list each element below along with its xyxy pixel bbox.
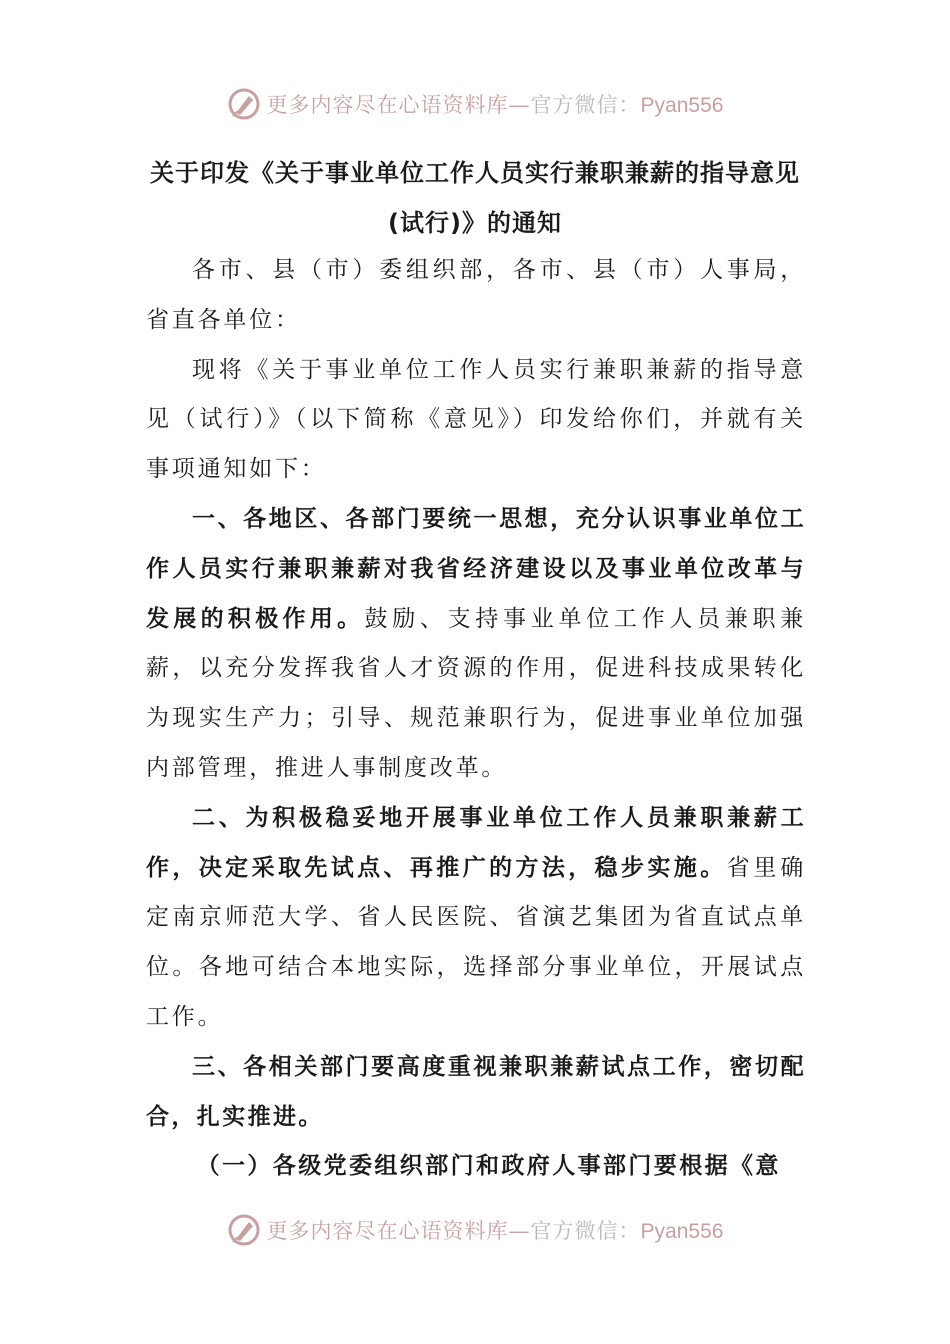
- section-2-text: 省里确定南京师范大学、省人民医院、省演艺集团为省直试点单位。各地可结合本地实际，选择部分事业单位，开展试点工作。: [146, 854, 806, 1030]
- subsection-1: [146, 1142, 806, 1192]
- section-3-heading: 三、各相关部门要高度重视兼职兼薪试点工作，密切配合，扎实推进。: [146, 1053, 806, 1130]
- watermark-text: [267, 1215, 724, 1245]
- pen-nib-circle-icon: [227, 87, 261, 121]
- section-1-text: 鼓励、支持事业单位工作人员兼职兼薪，以充分发挥我省人才资源的作用，促进科技成果转化为现实生产力；引导、规范兼职行为，促进事业单位加强内部管理，推进人事制度改革。: [146, 605, 806, 781]
- section-2-heading: 二、为积极稳妥地开展事业单位工作人员兼职兼薪工作，决定采取先试点、再推广的方法，稳步实施。: [146, 804, 806, 881]
- section-1-heading: 一、各地区、各部门要统一思想，充分认识事业单位工作人员实行兼职兼薪对我省经济建设以及事业单位改革与发展的积极作用。: [146, 505, 806, 632]
- subsection-1-heading: （一）各级党委组织部门和政府人事部门要根据《意: [196, 1153, 781, 1180]
- watermark-wechat-label: 官方微信：: [530, 1219, 641, 1243]
- salutation: 各市、县（市）委组织部，各市、县（市）人事局，省直各单位：: [146, 257, 806, 333]
- section-3: [146, 1043, 806, 1143]
- watermark-banner-top: [0, 82, 950, 126]
- watermark-wechat-id: Pyan556: [640, 94, 724, 117]
- watermark-wechat-id: Pyan556: [640, 1220, 724, 1243]
- watermark-wechat-label: 官方微信：: [530, 93, 641, 117]
- document-title: 关于印发《关于事业单位工作人员实行兼职兼薪的指导意见(试行)》的通知: [150, 159, 800, 237]
- watermark-text: [267, 89, 724, 119]
- document-body: [146, 246, 806, 1192]
- intro-paragraph: 现将《关于事业单位工作人员实行兼职兼薪的指导意见（试行）》（以下简称《意见》）印发给你们，并就有关事项通知如下：: [146, 356, 806, 483]
- pen-nib-circle-icon: [227, 1213, 261, 1247]
- section-2: [146, 794, 806, 1043]
- section-1: [146, 495, 806, 794]
- watermark-banner-bottom: [0, 1208, 950, 1252]
- watermark-main-text: 更多内容尽在心语资料库—: [266, 1219, 531, 1243]
- watermark-main-text: 更多内容尽在心语资料库—: [266, 93, 531, 117]
